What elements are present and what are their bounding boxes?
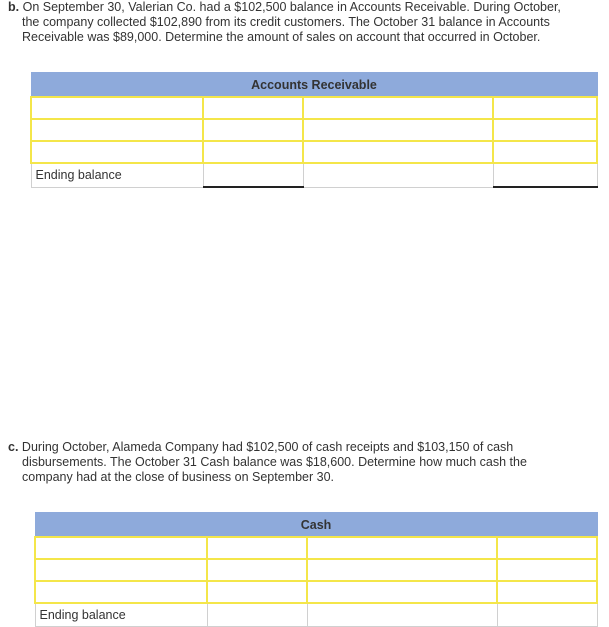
accounts-receivable-title: Accounts Receivable xyxy=(31,73,597,98)
ar-ending-credit-blank xyxy=(303,163,493,187)
cash-credit-label-input-1[interactable] xyxy=(307,537,497,559)
ar-debit-label-input-2[interactable] xyxy=(31,119,203,141)
ar-ending-balance-input[interactable] xyxy=(203,163,303,187)
ar-debit-label-input-3[interactable] xyxy=(31,141,203,163)
cash-credit-label-input-2[interactable] xyxy=(307,559,497,581)
accounts-receivable-t-account xyxy=(30,72,598,188)
cash-debit-label-input-1[interactable] xyxy=(35,537,207,559)
ar-debit-label-input-1[interactable] xyxy=(31,97,203,119)
ar-credit-label-input-3[interactable] xyxy=(303,141,493,163)
ar-credit-amount-input-3[interactable] xyxy=(493,141,597,163)
cash-t-account xyxy=(34,512,598,627)
cash-ending-balance-input[interactable] xyxy=(207,603,307,627)
cash-debit-amount-input-1[interactable] xyxy=(207,537,307,559)
cash-credit-amount-input-3[interactable] xyxy=(497,581,597,603)
cash-debit-amount-input-3[interactable] xyxy=(207,581,307,603)
cash-debit-amount-input-2[interactable] xyxy=(207,559,307,581)
problem-c-line-1-text: During October, Alameda Company had $102,500 of cash receipts and $103,150 of cash xyxy=(21,440,514,454)
problem-c-letter: c. xyxy=(8,440,19,454)
ar-credit-label-input-1[interactable] xyxy=(303,97,493,119)
ar-credit-label-input-2[interactable] xyxy=(303,119,493,141)
ar-credit-amount-input-1[interactable] xyxy=(493,97,597,119)
problem-c-line-2: disbursements. The October 31 Cash balance was $18,600. Determine how much cash the xyxy=(22,455,527,469)
ar-debit-amount-input-3[interactable] xyxy=(203,141,303,163)
ar-ending-credit-input[interactable] xyxy=(493,163,597,187)
cash-title: Cash xyxy=(35,513,597,538)
problem-b-line-2: the company collected $102,890 from its credit customers. The October 31 balance in Accounts xyxy=(22,15,550,29)
problem-b-line-1 xyxy=(8,0,561,15)
problem-b-text xyxy=(8,0,561,45)
cash-debit-label-input-3[interactable] xyxy=(35,581,207,603)
problem-b-line-1-text: On September 30, Valerian Co. had a $102,500 balance in Accounts Receivable. During October, xyxy=(22,0,561,14)
ar-debit-amount-input-2[interactable] xyxy=(203,119,303,141)
problem-c-text xyxy=(8,440,527,485)
cash-credit-amount-input-2[interactable] xyxy=(497,559,597,581)
problem-c-line-3: company had at the close of business on September 30. xyxy=(22,470,334,484)
ar-debit-amount-input-1[interactable] xyxy=(203,97,303,119)
cash-ending-credit-blank xyxy=(307,603,497,627)
cash-credit-label-input-3[interactable] xyxy=(307,581,497,603)
ar-credit-amount-input-2[interactable] xyxy=(493,119,597,141)
cash-ending-balance-label: Ending balance xyxy=(35,603,207,627)
problem-b-letter: b. xyxy=(8,0,20,14)
problem-c-line-1 xyxy=(8,440,527,455)
cash-ending-credit-input[interactable] xyxy=(497,603,597,627)
cash-debit-label-input-2[interactable] xyxy=(35,559,207,581)
cash-credit-amount-input-1[interactable] xyxy=(497,537,597,559)
problem-b-line-3: Receivable was $89,000. Determine the amount of sales on account that occurred in October. xyxy=(22,30,541,44)
ar-ending-balance-label: Ending balance xyxy=(31,163,203,187)
